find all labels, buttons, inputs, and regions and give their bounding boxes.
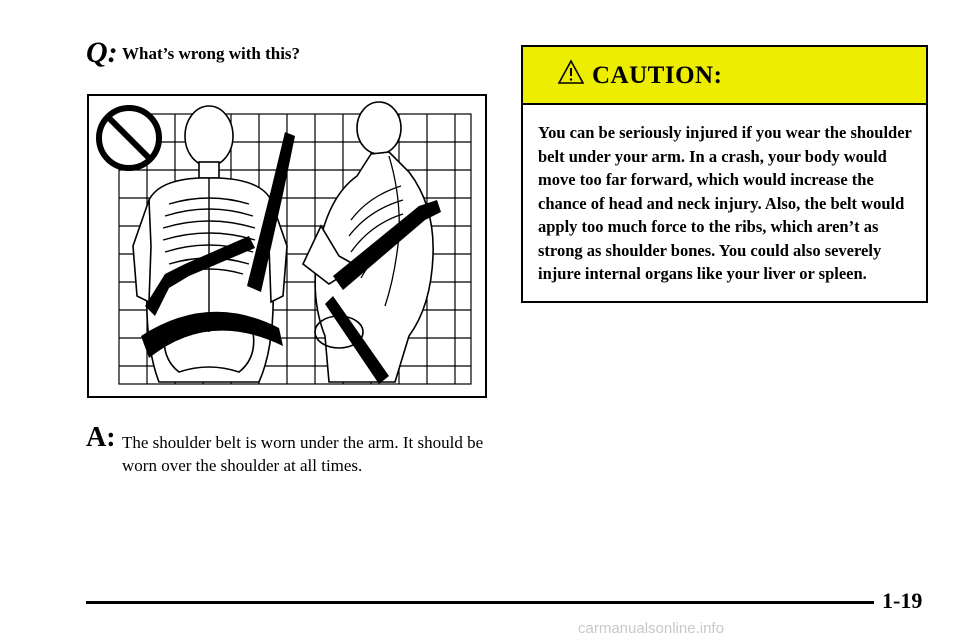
warning-triangle-icon: [557, 59, 585, 90]
side-view-figure: [303, 102, 441, 384]
seatbelt-illustration: [87, 94, 487, 398]
question-label: Q:: [86, 36, 118, 69]
caution-body: You can be seriously injured if you wear the shoulder belt under your arm. In a crash, your body would move too far forward, which would increase the chance of head and neck injury. Also, the belt would apply too much force to the ribs, which aren’t as strong as shoulder bones. You could also severely injure internal organs like your liver or spleen.: [538, 123, 912, 283]
answer-text: The shoulder belt is worn under the arm. It should be worn over the shoulder at all times.: [122, 433, 484, 475]
footer-rule: [86, 601, 874, 604]
answer-label: A:: [86, 422, 116, 453]
no-symbol-icon: [99, 108, 159, 168]
caution-title: CAUTION:: [592, 62, 723, 89]
caution-header: [523, 47, 926, 105]
watermark: carmanualsonline.info: [578, 620, 724, 637]
question-text: What’s wrong with this?: [122, 44, 301, 63]
caution-box: [521, 45, 928, 303]
page-number: 1-19: [882, 588, 923, 613]
